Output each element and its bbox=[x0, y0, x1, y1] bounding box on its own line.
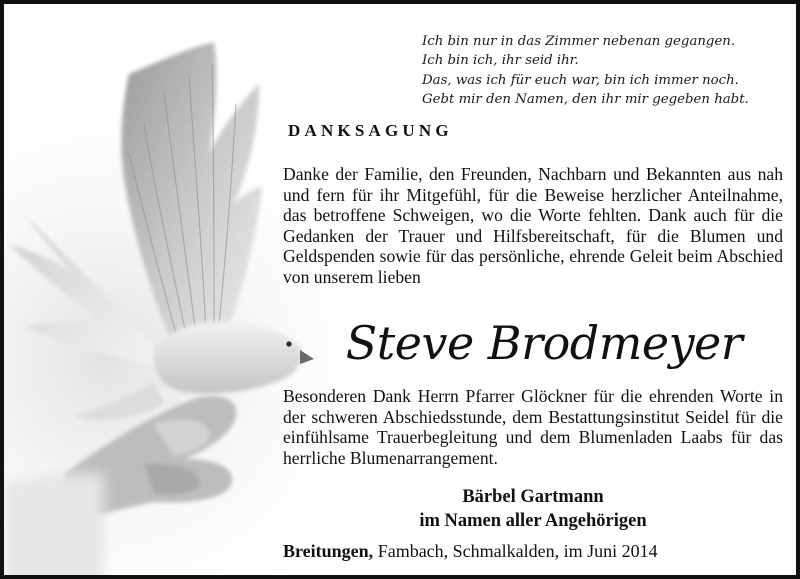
place-rest: Fambach, Schmalkalden, im Juni 2014 bbox=[373, 541, 658, 561]
signature bbox=[283, 486, 783, 533]
signature-name: Bärbel Gartmann bbox=[462, 487, 604, 507]
deceased-name: Steve Brodmeyer bbox=[345, 316, 743, 370]
signature-subtitle: im Namen aller Angehörigen bbox=[419, 510, 647, 531]
thanks-paragraph: Danke der Familie, den Freunden, Nachbarn und Bekannten aus nah und fern für ihr Mitgefühl, für die Beweise herzlicher Anteilnahme, das betroffene Schweigen, wo die Worte fehlten. Dank auch für die Gedanken der Trauer und Hilfsbereitschaft, für die Blumen und Geldspenden sowie für das persönliche, ehrende Geleit beim Abschied von unserem lieben bbox=[283, 164, 783, 287]
poem-line: Gebt mir den Namen, den ihr mir gegeben habt. bbox=[422, 91, 749, 107]
heading: DANKSAGUNG bbox=[288, 121, 453, 140]
poem-line: Ich bin ich, ihr seid ihr. bbox=[422, 53, 579, 69]
place-primary: Breitungen, bbox=[283, 541, 374, 561]
special-thanks-paragraph: Besonderen Dank Herrn Pfarrer Glöckner für die ehrenden Worte in der schweren Abschiedsstunde, dem Bestattungsinstitut Seidel für die einfühlsame Trauerbegleitung und dem Blumenladen Laabs für das herrliche Blumenarrangement. bbox=[283, 386, 783, 468]
poem-line: Ich bin nur in das Zimmer nebenan gegangen. bbox=[422, 34, 736, 49]
poem bbox=[422, 32, 792, 109]
place-date bbox=[283, 541, 658, 562]
poem-line: Das, was ich für euch war, bin ich immer noch. bbox=[422, 72, 739, 88]
